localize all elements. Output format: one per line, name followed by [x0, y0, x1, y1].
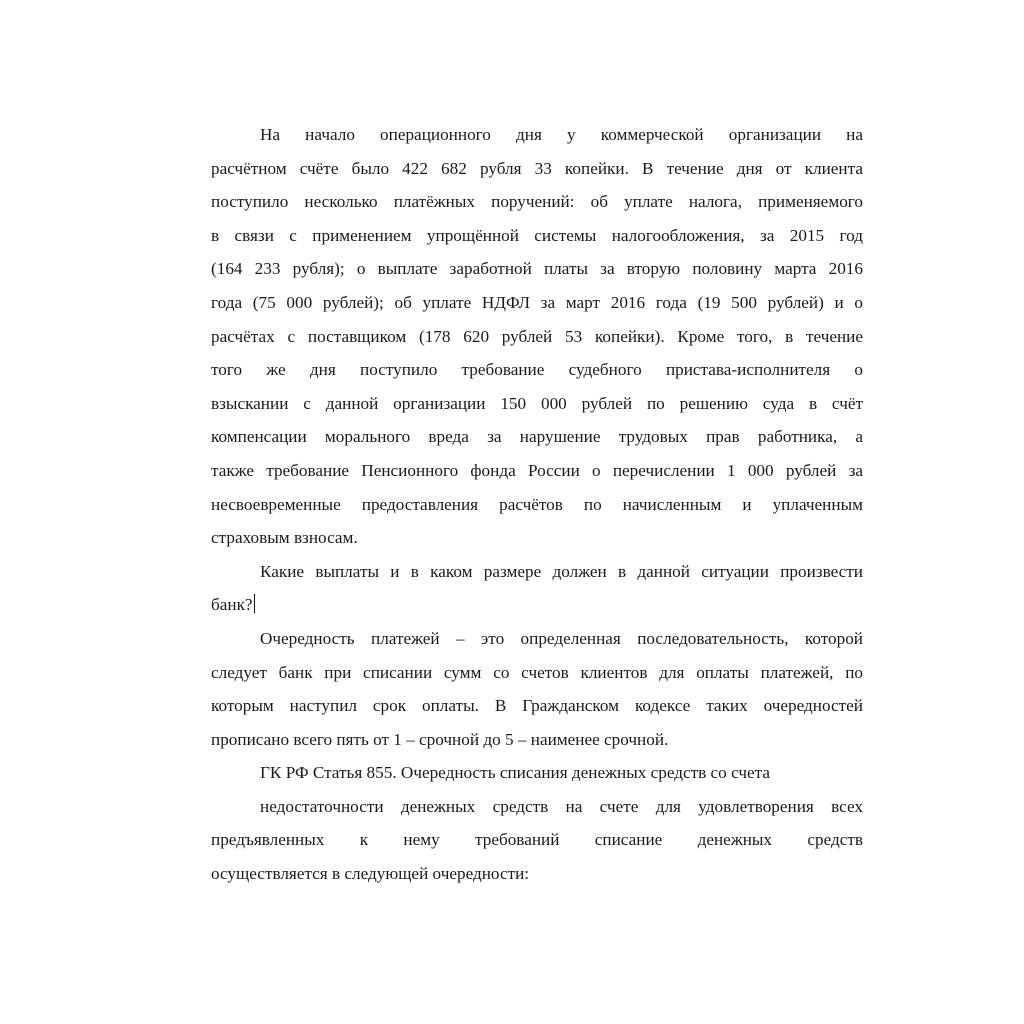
- text-line: того же дня поступило требование судебного пристава-исполнителя о: [211, 360, 863, 380]
- text-line: Какие выплаты и в каком размере должен в данной ситуации произвести: [260, 561, 863, 581]
- text-line: компенсации морального вреда за нарушение трудовых прав работника, а: [211, 427, 863, 447]
- text-line: банк?: [211, 595, 253, 615]
- text-line-with-caret: [211, 588, 863, 622]
- text-line: несвоевременные предоставления расчётов по начисленным и уплаченным: [211, 494, 863, 514]
- text-line: которым наступил срок оплаты. В Гражданском кодексе таких очередностей: [211, 696, 863, 716]
- text-cursor: [254, 594, 255, 613]
- text-line: недостаточности денежных средств на счете для удовлетворения всех: [260, 796, 863, 816]
- text-line: расчётном счёте было 422 682 рубля 33 копейки. В течение дня от клиента: [211, 158, 863, 178]
- text-line: Очередность платежей – это определенная последовательность, которой: [260, 628, 863, 648]
- article-title-paragraph: [211, 756, 863, 790]
- text-line: года (75 000 рублей); об уплате НДФЛ за март 2016 года (19 500 рублей) и о: [211, 292, 863, 312]
- text-line: расчётах с поставщиком (178 620 рублей 53 копейки). Кроме того, в течение: [211, 326, 863, 346]
- task-description-paragraph: [211, 118, 863, 555]
- text-line: предъявленных к нему требований списание денежных средств: [211, 830, 863, 850]
- definition-paragraph: [211, 622, 863, 756]
- text-line: На начало операционного дня у коммерческой организации на: [260, 125, 863, 144]
- text-line: страховым взносам.: [211, 528, 358, 548]
- text-line: поступило несколько платёжных поручений: об уплате налога, применяемого: [211, 192, 863, 212]
- text-line: также требование Пенсионного фонда России о перечислении 1 000 рублей за: [211, 460, 863, 480]
- text-line: (164 233 рубля); о выплате заработной платы за вторую половину марта 2016: [211, 259, 863, 279]
- text-line: следует банк при списании сумм со счетов клиентов для оплаты платежей, по: [211, 662, 863, 682]
- document-body[interactable]: [211, 118, 863, 891]
- question-paragraph: [211, 555, 863, 622]
- article-text-paragraph: [211, 790, 863, 891]
- text-line: прописано всего пять от 1 – срочной до 5 – наименее срочной.: [211, 729, 669, 749]
- text-line: взыскании с данной организации 150 000 рублей по решению суда в счёт: [211, 393, 863, 413]
- text-line: в связи с применением упрощённой системы налогообложения, за 2015 год: [211, 225, 863, 245]
- text-line: осуществляется в следующей очередности:: [211, 864, 530, 884]
- text-line: ГК РФ Статья 855. Очередность списания денежных средств со счета: [260, 763, 770, 783]
